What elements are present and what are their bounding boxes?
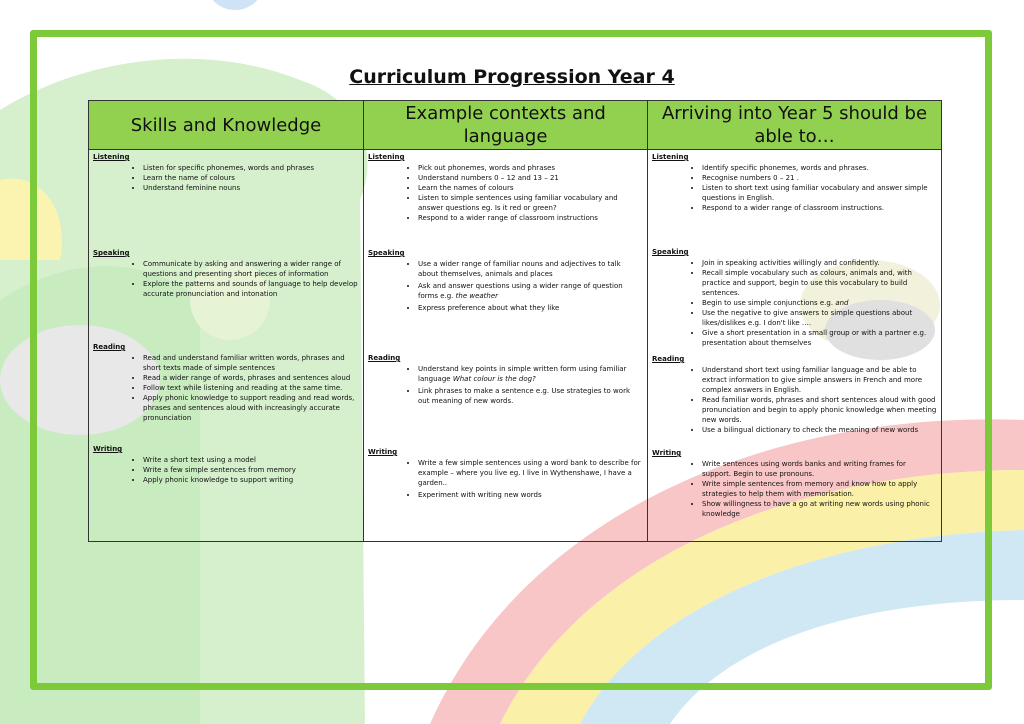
example-contexts-cell bbox=[364, 150, 648, 542]
list-item: • Follow text while listening and reading at the same time. bbox=[143, 383, 359, 393]
reading-section bbox=[93, 342, 359, 444]
speaking-section bbox=[652, 247, 937, 354]
item-emphasis: What colour is the dog? bbox=[452, 375, 536, 383]
bullet-list bbox=[652, 459, 937, 519]
list-item: • Apply phonic knowledge to support writing bbox=[143, 475, 359, 485]
list-item bbox=[702, 298, 937, 308]
section-heading: Speaking bbox=[368, 249, 405, 257]
bullet-list bbox=[93, 353, 359, 423]
bullet-list bbox=[652, 365, 937, 435]
page-title: Curriculum Progression Year 4 bbox=[349, 66, 675, 88]
list-item: • Pick out phonemes, words and phrases bbox=[418, 163, 643, 173]
list-item: • Identify specific phonemes, words and phrases. bbox=[702, 163, 937, 173]
content-row bbox=[89, 150, 942, 542]
list-item: • Apply phonic knowledge to support reading and read words, phrases and sentences aloud with increasingly accurate pronunciation bbox=[143, 393, 359, 423]
list-item: • Use the negative to give answers to simple questions about likes/dislikes e.g. I don't like …. bbox=[702, 308, 937, 328]
bullet-list bbox=[368, 163, 643, 223]
bullet-list bbox=[93, 259, 359, 299]
section-heading: Listening bbox=[652, 153, 689, 161]
bullet-list bbox=[652, 258, 937, 348]
curriculum-table bbox=[88, 100, 942, 542]
section-heading: Listening bbox=[368, 153, 405, 161]
listening-section bbox=[93, 152, 359, 248]
list-item bbox=[418, 364, 643, 384]
list-item: • Learn the names of colours bbox=[418, 183, 643, 193]
arriving-year5-cell bbox=[648, 150, 942, 542]
section-heading: Reading bbox=[368, 354, 401, 362]
list-item: • Write a few simple sentences from memory bbox=[143, 465, 359, 475]
list-item: • Give a short presentation in a small group or with a partner e.g. presentation about themselves bbox=[702, 328, 937, 348]
item-text: Ask and answer questions using a wider range of question forms e.g. bbox=[418, 282, 623, 300]
writing-section bbox=[93, 444, 359, 485]
bullet-list bbox=[652, 163, 937, 213]
listening-section bbox=[368, 152, 643, 248]
section-heading: Writing bbox=[93, 445, 123, 453]
list-item: • Use a bilingual dictionary to check the meaning of new words bbox=[702, 425, 937, 435]
header-example-contexts: Example contexts and language bbox=[364, 101, 648, 150]
bullet-list bbox=[93, 455, 359, 485]
list-item: • Learn the name of colours bbox=[143, 173, 359, 183]
item-text: Begin to use simple conjunctions e.g. bbox=[702, 299, 834, 307]
bullet-list bbox=[93, 163, 359, 193]
reading-section bbox=[652, 354, 937, 448]
item-text: Understand key points in simple written form using familiar language bbox=[418, 365, 627, 383]
list-item: • Recognise numbers 0 – 21 . bbox=[702, 173, 937, 183]
item-emphasis: the weather bbox=[455, 292, 499, 300]
speaking-section bbox=[93, 248, 359, 342]
list-item: • Show willingness to have a go at writing new words using phonic knowledge bbox=[702, 499, 937, 519]
listening-section bbox=[652, 152, 937, 247]
list-item bbox=[418, 281, 643, 301]
section-heading: Listening bbox=[93, 153, 130, 161]
list-item: • Link phrases to make a sentence e.g. Use strategies to work out meaning of new words. bbox=[418, 386, 643, 406]
list-item: • Recall simple vocabulary such as colours, animals and, with practice and support, begin to use this vocabulary to build sentences. bbox=[702, 268, 937, 298]
list-item: • Express preference about what they like bbox=[418, 303, 643, 313]
list-item: • Join in speaking activities willingly and confidently. bbox=[702, 258, 937, 268]
writing-section bbox=[368, 447, 643, 500]
section-heading: Speaking bbox=[93, 249, 130, 257]
section-heading: Writing bbox=[652, 449, 682, 457]
list-item: • Listen for specific phonemes, words and phrases bbox=[143, 163, 359, 173]
section-heading: Writing bbox=[368, 448, 398, 456]
list-item: • Respond to a wider range of classroom instructions bbox=[418, 213, 643, 223]
header-arriving-year5: Arriving into Year 5 should be able to… bbox=[648, 101, 942, 150]
header-row bbox=[89, 101, 942, 150]
list-item: • Write simple sentences from memory and know how to apply strategies to help them with memorisation. bbox=[702, 479, 937, 499]
list-item: • Experiment with writing new words bbox=[418, 490, 643, 500]
list-item: • Read and understand familiar written words, phrases and short texts made of simple sentences bbox=[143, 353, 359, 373]
list-item: • Understand feminine nouns bbox=[143, 183, 359, 193]
section-heading: Speaking bbox=[652, 248, 689, 256]
item-emphasis: and bbox=[835, 299, 849, 307]
list-item: • Read familiar words, phrases and short sentences aloud with good pronunciation and begin to apply phonic knowledge when meeting new words. bbox=[702, 395, 937, 425]
section-heading: Reading bbox=[652, 355, 685, 363]
writing-section bbox=[652, 448, 937, 519]
skills-knowledge-cell bbox=[89, 150, 364, 542]
list-item: • Understand short text using familiar language and be able to extract information to give simple answers in French and more complex answers in English. bbox=[702, 365, 937, 395]
bullet-list bbox=[368, 458, 643, 500]
list-item: • Listen to short text using familiar vocabulary and answer simple questions in English. bbox=[702, 183, 937, 203]
list-item: • Explore the patterns and sounds of language to help develop accurate pronunciation and intonation bbox=[143, 279, 359, 299]
list-item: • Read a wider range of words, phrases and sentences aloud bbox=[143, 373, 359, 383]
header-skills-knowledge: Skills and Knowledge bbox=[89, 101, 364, 150]
list-item: • Listen to simple sentences using familiar vocabulary and answer questions eg. Is it red or green? bbox=[418, 193, 643, 213]
bullet-list bbox=[368, 364, 643, 406]
list-item: • Write sentences using words banks and writing frames for support. Begin to use pronouns. bbox=[702, 459, 937, 479]
list-item: • Use a wider range of familiar nouns and adjectives to talk about themselves, animals and places bbox=[418, 259, 643, 279]
list-item: • Write a short text using a model bbox=[143, 455, 359, 465]
list-item: • Respond to a wider range of classroom instructions. bbox=[702, 203, 937, 213]
speaking-section bbox=[368, 248, 643, 353]
list-item: • Communicate by asking and answering a wider range of questions and presenting short pieces of information bbox=[143, 259, 359, 279]
reading-section bbox=[368, 353, 643, 447]
section-heading: Reading bbox=[93, 343, 126, 351]
bullet-list bbox=[368, 259, 643, 313]
list-item: • Write a few simple sentences using a word bank to describe for example – where you live eg. I live in Wythenshawe, I have a garden.. bbox=[418, 458, 643, 488]
list-item: • Understand numbers 0 – 12 and 13 – 21 bbox=[418, 173, 643, 183]
